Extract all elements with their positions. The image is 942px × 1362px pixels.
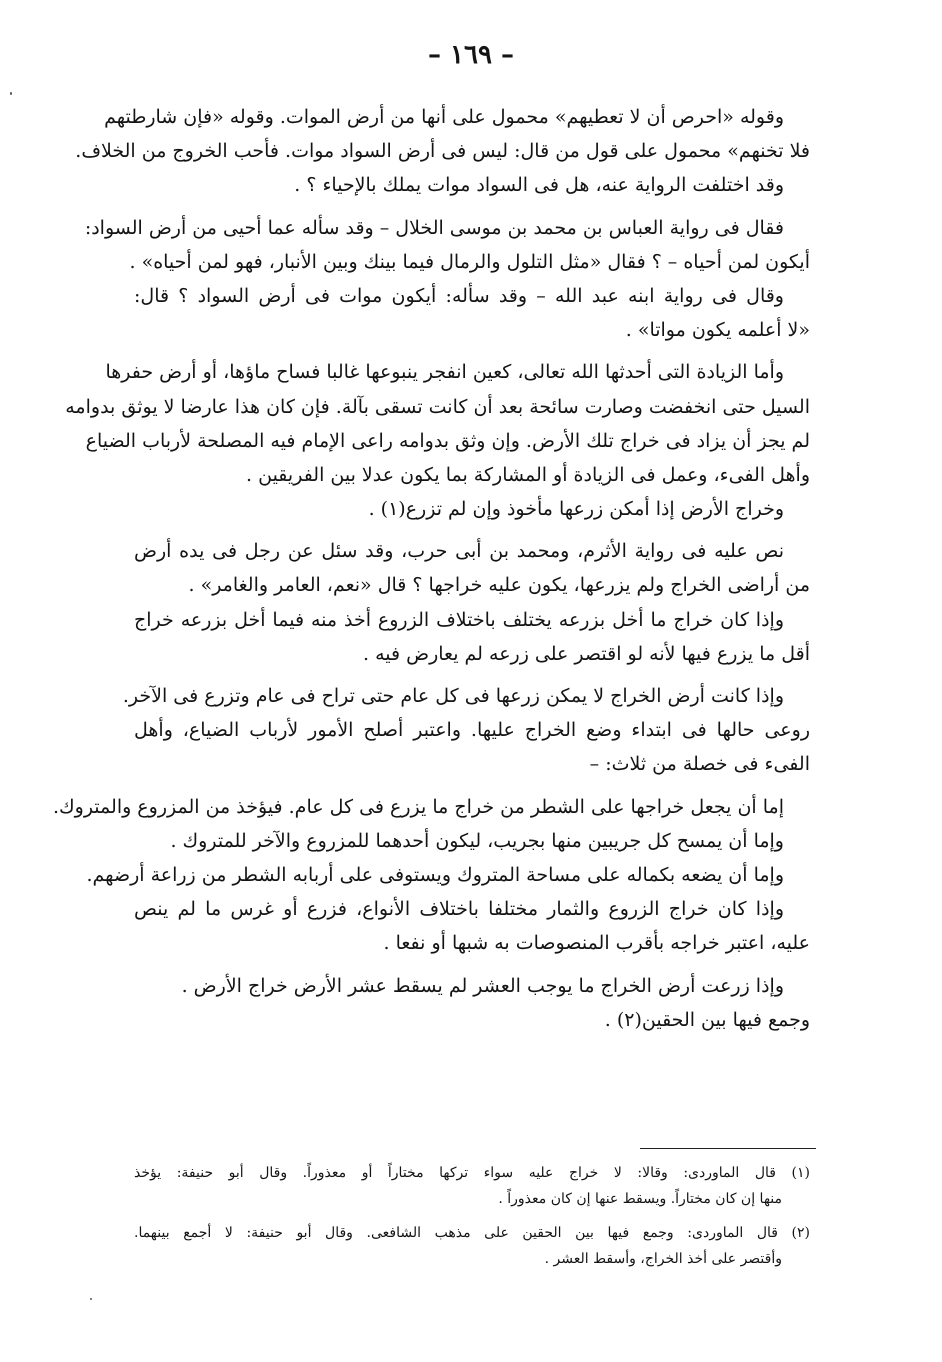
body-text [52, 100, 810, 1037]
text-line: أيكون لمن أحياه – ؟ فقال «مثل التلول والرمال فيما بينك وبين الأنبار، فهو لمن أحياه» . [129, 250, 810, 273]
footnote-line: (٢) قال الماوردى: وجمع فيها بين الحقين على مذهب الشافعى. وقال أبو حنيفة: لا أجمع بينهما. [134, 1225, 810, 1241]
paragraph [52, 790, 810, 824]
text-line: روعى حالها فى ابتداء وضع الخراج عليها. واعتبر أصلح الأمور لأرباب الضياع، وأهل [134, 719, 810, 742]
scan-speck [10, 92, 12, 95]
paragraph [134, 603, 810, 671]
paragraph [65, 355, 810, 492]
text-line: فقال فى رواية العباس بن محمد بن موسى الخلال – وقد سأله عما أحيى من أرض السواد: [84, 216, 784, 239]
paragraph [134, 969, 810, 1037]
text-line: وإذا زرعت أرض الخراج ما يوجب العشر لم يسقط عشر الأرض خراج الأرض . [181, 974, 784, 997]
paragraph [86, 858, 810, 892]
text-line: وجمع فيها بين الحقين(٢) . [604, 1008, 810, 1031]
paragraph [134, 492, 810, 526]
page-number: – ١٦٩ – [427, 40, 515, 70]
footnote-2 [134, 1220, 810, 1272]
scan-speck [90, 1298, 92, 1300]
text-line: «لا أعلمه يكون مواتا» . [625, 319, 810, 342]
footnote-1 [134, 1160, 810, 1212]
text-line: وإذا كانت أرض الخراج لا يمكن زرعها فى كل عام حتى تراح فى عام وتزرع فى الآخر. [122, 685, 784, 707]
footnote-line: وأقتصر على أخذ الخراج، وأسقط العشر . [544, 1251, 782, 1267]
paragraph [134, 168, 810, 202]
footnote-divider [640, 1148, 816, 1149]
footnotes [134, 1160, 810, 1272]
text-line: من أراضى الخراج ولم يزرعها، يكون عليه خراجها ؟ قال «نعم، العامر والغامر» . [188, 574, 810, 597]
text-line: وإما أن يضعه بكماله على مساحة المتروك ويستوفى على أربابه الشطر من زراعة أرضهم. [86, 863, 784, 886]
text-line: وقال فى رواية ابنه عبد الله – وقد سأله: أيكون موات فى أرض السواد ؟ قال: [134, 284, 784, 307]
text-line: أقل ما يزرع فيها لأنه لو اقتصر على زرعه لم يعارض فيه . [362, 642, 810, 665]
text-line: السيل حتى انخفضت وصارت سائحة بعد أن كانت تسقى بآلة. فإن كان هذا عارضا لا يوثق بدوامه [65, 395, 810, 418]
text-line: عليه، اعتبر خراجه بأقرب المنصوصات به شبها أو نفعا . [383, 932, 810, 955]
text-line: وأهل الفىء، وعمل فى الزيادة أو المشاركة بما يكون عدلا بين الفريقين . [246, 463, 810, 486]
text-line: وخراج الأرض إذا أمكن زرعها مأخوذ وإن لم تزرع(١) . [368, 498, 784, 521]
text-line: وقد اختلفت الرواية عنه، هل فى السواد موات يملك بالإحياء ؟ . [294, 174, 784, 197]
paragraph [134, 279, 810, 347]
text-line: وأما الزيادة التى أحدثها الله تعالى، كعين انفجر ينبوعها غالبا فساح ماؤها، أو أرض حفرها [105, 361, 784, 384]
text-line: نص عليه فى رواية الأثرم، ومحمد بن أبى حرب، وقد سئل عن رجل فى يده أرض [134, 540, 784, 563]
text-line: وإذا كان خراج ما أخل بزرعه يختلف باختلاف الزروع أخذ منه فيما أخل بزرعه خراج [134, 608, 784, 631]
text-line: فلا تخنهم» محمول على قول من قال: ليس فى أرض السواد موات. فأحب الخروج من الخلاف. [75, 140, 810, 163]
text-line: وقوله «احرص أن لا تعطيهم» محمول على أنها من أرض الموات. وقوله «فإن شارطتهم [104, 106, 784, 128]
paragraph [134, 892, 810, 960]
footnote-line: منها إن كان مختاراً. ويسقط عنها إن كان معذوراً . [498, 1191, 782, 1207]
text-line: وإما أن يمسح كل جريبين منها بجريب، ليكون أحدهما للمزروع والآخر للمتروك . [170, 829, 784, 852]
paragraph [134, 534, 810, 602]
paragraph [134, 824, 810, 858]
text-line: إما أن يجعل خراجها على الشطر من خراج ما يزرع فى كل عام. فيؤخذ من المزروع والمتروك. [52, 795, 784, 818]
text-line: وإذا كان خراج الزروع والثمار مختلفا باختلاف الأنواع، فزرع أو غرس ما لم ينص [134, 898, 784, 921]
paragraph [84, 211, 810, 279]
text-line: لم يجز أن يزاد فى خراج تلك الأرض. وإن وثق بدوامه راعى الإمام فيه المصلحة لأرباب الضياع [85, 429, 810, 452]
footnote-line: (١) قال الماوردى: وقالا: لا خراج عليه سواء تركها مختاراً أو معذوراً. وقال أبو حنيفة: يؤخذ [134, 1165, 810, 1181]
text-line: الفىء فى خصلة من ثلاث: – [589, 753, 810, 776]
paragraph [75, 100, 810, 168]
paragraph [122, 679, 810, 782]
